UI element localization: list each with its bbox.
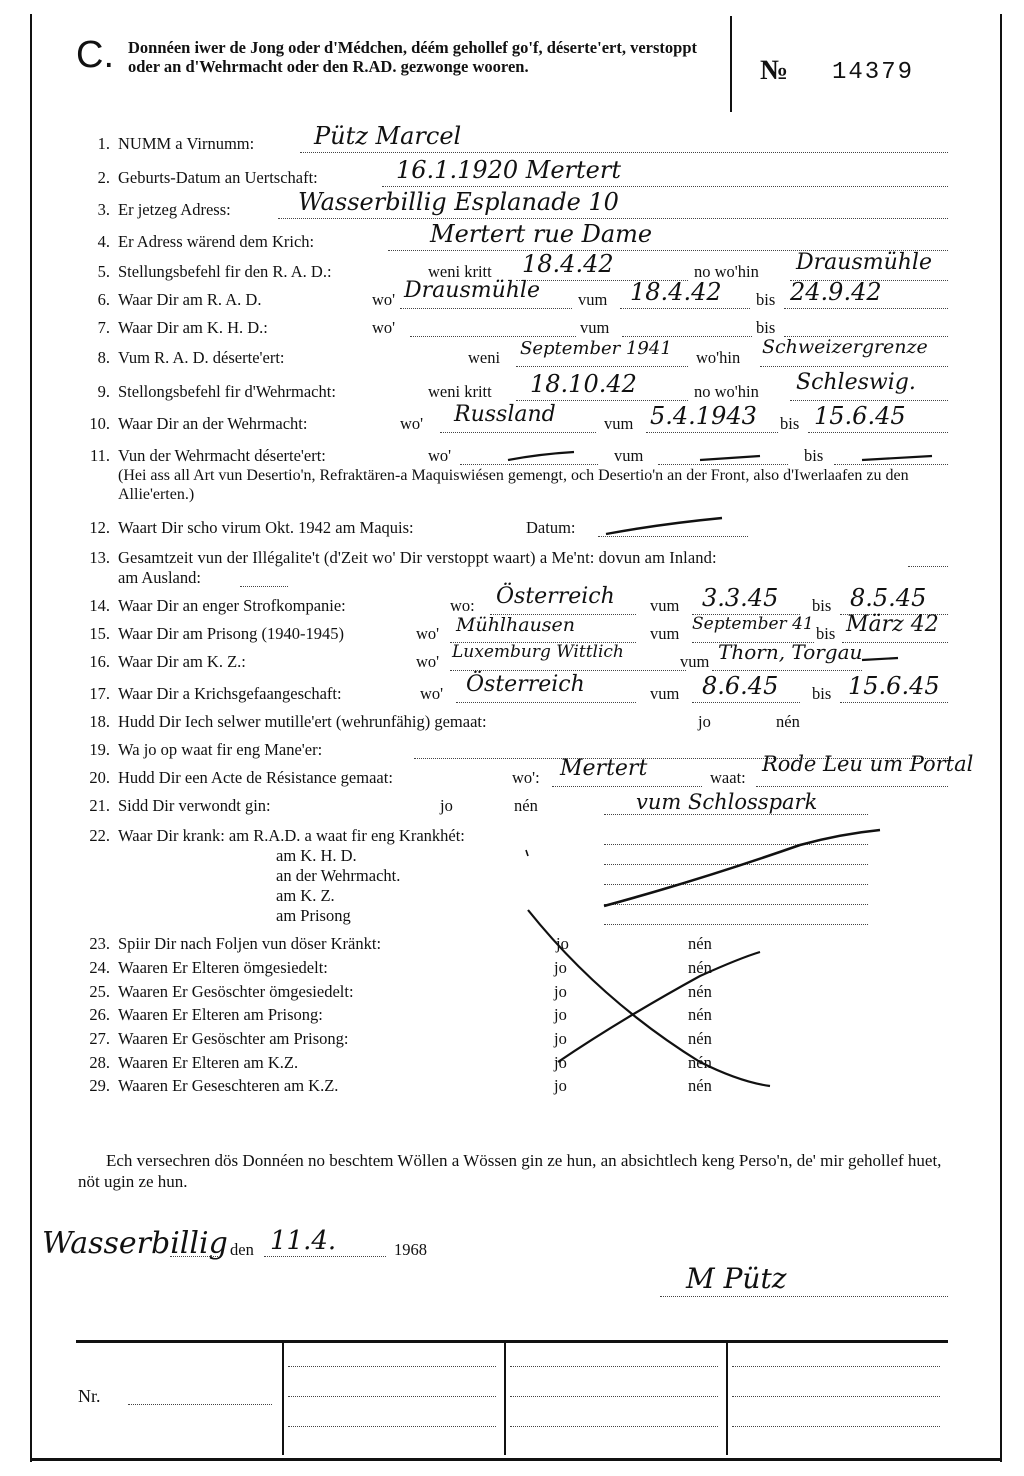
declaration-text: Ech versechren dös Donnéen no beschtem Wöllen a Wössen gin ze hun, an absichtlech keng Perso'n, de' mir gehollef huet, nöt ugin ze hun. (78, 1151, 942, 1191)
field-line (834, 464, 948, 465)
row-number: 17. (89, 684, 110, 703)
option-yes[interactable]: jo (554, 1005, 567, 1024)
number-symbol: № (760, 55, 789, 86)
wohin-label: wo'hin (696, 348, 741, 367)
wo-label: wo' (372, 290, 396, 309)
form-number: 14379 (832, 59, 915, 86)
row-number: 5. (97, 262, 110, 281)
field-line (456, 702, 636, 703)
footer-top-rule (76, 1340, 948, 1343)
option-yes[interactable]: jo (698, 712, 711, 731)
row-number: 9. (97, 382, 110, 401)
row-number: 23. (89, 934, 110, 953)
field-line (264, 1256, 386, 1257)
den-label: den (230, 1240, 254, 1259)
frame-left (30, 14, 32, 1462)
field-line (450, 670, 686, 671)
weni-label: weni (468, 348, 501, 367)
wo-label: wo' (400, 414, 424, 433)
field-line (516, 366, 688, 367)
footer-field-line[interactable] (732, 1366, 940, 1367)
field-line (240, 586, 288, 587)
field-line (170, 1256, 222, 1257)
row-label: Waar Dir am K. H. D.: (118, 318, 268, 337)
row-label: Waart Dir scho virum Okt. 1942 am Maquis: (118, 518, 414, 537)
vum-label: vum (680, 652, 710, 671)
row-number: 11. (89, 446, 110, 465)
frame-right (1000, 14, 1002, 1462)
row-label: Waar Dir krank: am R.A.D. a waat fir eng Krankhét: (118, 826, 465, 845)
row-label: Waaren Er Elteren am Prisong: (118, 1005, 323, 1024)
row-label: Waaren Er Elteren ömgesiedelt: (118, 958, 328, 977)
field-line (908, 566, 948, 567)
option-no[interactable]: nén (688, 958, 712, 977)
row-label: Vun der Wehrmacht déserte'ert: (118, 446, 326, 465)
option-no[interactable]: nén (688, 1053, 712, 1072)
dash-desert-vum (700, 456, 760, 460)
resistance-place[interactable]: Mertert (560, 756, 648, 781)
field-line (840, 702, 948, 703)
row-number: 13. (89, 548, 110, 567)
option-no[interactable]: nén (514, 796, 538, 815)
row-number: 16. (89, 652, 110, 671)
vum-label: vum (650, 596, 680, 615)
desertion-date[interactable]: September 1941 (520, 338, 672, 359)
name-value[interactable]: Pütz Marcel (314, 122, 462, 150)
wo-label: wo: (450, 596, 475, 615)
field-line (712, 670, 862, 671)
wehrmacht-to[interactable]: 15.6.45 (814, 402, 906, 430)
row-number: 6. (97, 290, 110, 309)
field-line (760, 366, 948, 367)
row-label: Waaren Er Geseschteren am K.Z. (118, 1076, 339, 1095)
nr-label: Nr. (78, 1386, 101, 1406)
vum-label: vum (604, 414, 634, 433)
footer-col-1 (282, 1343, 284, 1455)
vum-label: vum (578, 290, 608, 309)
vum-label: vum (650, 624, 680, 643)
pow-from[interactable]: 8.6.45 (702, 672, 779, 700)
field-line (756, 786, 948, 787)
row-number: 1. (97, 134, 110, 153)
footer-field-line[interactable] (510, 1366, 718, 1367)
row-label: Waar Dir am R. A. D. (118, 290, 262, 309)
option-yes[interactable]: jo (554, 982, 567, 1001)
row-label: Waar Dir am Prisong (1940-1945) (118, 624, 344, 643)
field-line (622, 336, 752, 337)
field-line (460, 464, 598, 465)
datum-label: Datum: (526, 518, 576, 537)
nr-field-line[interactable] (128, 1404, 272, 1405)
bis-label: bis (812, 596, 832, 615)
footer-field-line[interactable] (510, 1426, 718, 1427)
row-number: 18. (89, 712, 110, 731)
field-line (552, 786, 702, 787)
row-number: 4. (97, 232, 110, 251)
row-number: 10. (89, 414, 110, 433)
illness-kh-label: am K. H. D. (276, 846, 357, 865)
row-label: Hudd Dir Iech selwer mutille'ert (wehrunfähig) gemaat: (118, 712, 487, 731)
birth-value[interactable]: 16.1.1920 Mertert (396, 156, 621, 184)
resistance-act-continued[interactable]: vum Schlosspark (636, 790, 818, 814)
row-label: NUMM a Virnumm: (118, 134, 255, 153)
option-yes[interactable]: jo (440, 796, 453, 815)
option-yes[interactable]: jo (554, 1076, 567, 1095)
bis-label: bis (756, 318, 776, 337)
row-label: Er Adress wärend dem Krich: (118, 232, 315, 251)
waat-label: waat: (710, 768, 746, 787)
pow-place[interactable]: Österreich (466, 672, 585, 697)
field-line (604, 864, 868, 865)
illness-wehrmacht-label: an der Wehrmacht. (276, 866, 401, 885)
desertion-destination[interactable]: Schweizergrenze (762, 336, 928, 358)
row-number: 22. (89, 826, 110, 845)
row-label: Waaren Er Gesöschter ömgesiedelt: (118, 982, 354, 1001)
field-line (604, 884, 868, 885)
illness-prison-label: am Prisong (276, 906, 351, 925)
dash-kz-bis (862, 658, 898, 660)
strike-illness-tick (526, 850, 528, 856)
row-number: 26. (89, 1005, 110, 1024)
field-line (400, 308, 572, 309)
footer-field-line[interactable] (732, 1396, 940, 1397)
row-number: 8. (97, 348, 110, 367)
dash-desert-bis (862, 456, 932, 460)
row-number: 19. (89, 740, 110, 759)
bis-label: bis (812, 684, 832, 703)
bis-label: bis (756, 290, 776, 309)
dash-desert-wo (508, 452, 574, 460)
illness-kz-label: am K. Z. (276, 886, 335, 905)
field-line (604, 844, 868, 845)
option-yes[interactable]: jo (554, 958, 567, 977)
option-yes[interactable]: jo (556, 934, 569, 953)
signature[interactable]: M Pütz (686, 1262, 787, 1295)
wehrmacht-place[interactable]: Russland (454, 402, 556, 427)
row-number: 21. (89, 796, 110, 815)
field-line (784, 308, 948, 309)
wo-label: wo' (416, 624, 440, 643)
vum-label: vum (580, 318, 610, 337)
option-yes[interactable]: jo (554, 1029, 567, 1048)
pow-to[interactable]: 15.6.45 (848, 672, 940, 700)
row-number: 12. (89, 518, 110, 537)
wehrmacht-order-destination[interactable]: Schleswig. (796, 370, 916, 395)
dash-maquis (606, 518, 722, 534)
row-label: Waaren Er Gesöschter am Prisong: (118, 1029, 349, 1048)
footer-field-line[interactable] (288, 1396, 496, 1397)
signature-date[interactable]: 11.4. (270, 1226, 337, 1256)
row-label: Geburts-Datum an Uertschaft: (118, 168, 318, 187)
rad-from[interactable]: 18.4.42 (630, 278, 722, 306)
option-no[interactable]: nén (688, 1005, 712, 1024)
wehrmacht-order-date[interactable]: 18.10.42 (530, 370, 637, 398)
form-title: Donnéen iwer de Jong oder d'Médchen, déém gehollef go'f, déserte'ert, verstoppt oder an d'Wehrmacht oder den R.AD. gezwonge wooren. (128, 38, 698, 76)
row-number: 3. (97, 200, 110, 219)
wohin-label: no wo'hin (694, 382, 759, 401)
row-label: Wa jo op waat fir eng Mane'er: (118, 740, 323, 759)
field-line (382, 186, 948, 187)
row-label: Hudd Dir een Acte de Résistance gemaat: (118, 768, 393, 787)
option-no[interactable]: nén (688, 934, 712, 953)
penal-company-to[interactable]: 8.5.45 (850, 584, 927, 612)
field-line (604, 904, 868, 905)
strike-illness (604, 830, 880, 906)
field-line (598, 536, 748, 537)
bis-label: bis (804, 446, 824, 465)
row-label: Waar Dir a Krichsgefaangeschaft: (118, 684, 342, 703)
field-line (658, 464, 788, 465)
option-no[interactable]: nén (688, 1076, 712, 1095)
footer-col-3 (726, 1343, 728, 1455)
prison-from[interactable]: September 41 (692, 614, 814, 634)
wo-label: wo': (512, 768, 540, 787)
field-line (604, 924, 868, 925)
row-number: 27. (89, 1029, 110, 1048)
field-line (808, 432, 948, 433)
row-label: Stellongsbefehl fir d'Wehrmacht: (118, 382, 336, 401)
weni-label: weni kritt (428, 382, 492, 401)
resistance-act[interactable]: Rode Leu um Portal (762, 752, 974, 776)
penal-company-from[interactable]: 3.3.45 (702, 584, 779, 612)
wohin-label: no wo'hin (694, 262, 759, 281)
row-number: 25. (89, 982, 110, 1001)
cross-stroke-2 (558, 952, 760, 1062)
row-label: Stellungsbefehl fir den R. A. D.: (118, 262, 332, 281)
prison-place[interactable]: Mühlhausen (456, 614, 576, 636)
wehrmacht-from[interactable]: 5.4.1943 (650, 402, 757, 430)
row-label: Waar Dir an enger Strofkompanie: (118, 596, 346, 615)
signature-place[interactable]: Wasserbillig (42, 1226, 228, 1261)
field-line (410, 336, 576, 337)
prison-to[interactable]: März 42 (846, 612, 939, 637)
field-line (692, 702, 800, 703)
footer-field-line[interactable] (510, 1396, 718, 1397)
option-no[interactable]: nén (688, 1029, 712, 1048)
rad-order-destination[interactable]: Drausmühle (796, 250, 932, 275)
footer-field-line[interactable] (288, 1366, 496, 1367)
desertion-note: (Hei ass all Art vun Desertio'n, Refraktären-a Maquiswiésen gemengt, och Desertio'n an der Front, also d'Iwerlaafen zu den Allie'erten.) (118, 467, 909, 503)
footer-field-line[interactable] (288, 1426, 496, 1427)
row-label: Waar Dir am K. Z.: (118, 652, 246, 671)
wo-label: wo' (372, 318, 396, 337)
row-number: 28. (89, 1053, 110, 1072)
kz-place[interactable]: Luxemburg Wittlich (452, 642, 624, 662)
row-label: Vum R. A. D. déserte'ert: (118, 348, 285, 367)
header-divider (730, 16, 732, 112)
footer-col-2 (504, 1343, 506, 1455)
signature-line (660, 1296, 948, 1297)
rad-order-date[interactable]: 18.4.42 (522, 250, 614, 278)
rad-place[interactable]: Drausmühle (404, 278, 540, 303)
field-line (604, 814, 868, 815)
bis-label: bis (816, 624, 836, 643)
row-number: 24. (89, 958, 110, 977)
wo-label: wo' (420, 684, 444, 703)
rad-to[interactable]: 24.9.42 (790, 278, 882, 306)
row-number: 15. (89, 624, 110, 643)
penal-company-place[interactable]: Österreich (496, 584, 615, 609)
kz-period[interactable]: Thorn, Torgau (718, 640, 863, 664)
vum-label: vum (650, 684, 680, 703)
field-line (790, 400, 948, 401)
row-label: Gesamtzeit vun der Illégalite't (d'Zeit wo' Dir verstoppt waart) a Me'nt: dovun am Inland: (118, 548, 717, 567)
row-label: Waar Dir an der Wehrmacht: (118, 414, 308, 433)
row-number: 7. (97, 318, 110, 337)
wo-label: wo' (416, 652, 440, 671)
footer-field-line[interactable] (732, 1426, 940, 1427)
field-line (440, 432, 596, 433)
field-line (516, 400, 688, 401)
option-no[interactable]: nén (688, 982, 712, 1001)
war-address-value[interactable]: Mertert rue Dame (430, 220, 653, 248)
row-number: 14. (89, 596, 110, 615)
row-label: Er jetzeg Adress: (118, 200, 231, 219)
section-letter: C. (76, 34, 114, 76)
field-line (278, 218, 948, 219)
row-number: 29. (89, 1076, 110, 1095)
bis-label: bis (780, 414, 800, 433)
row-number: 2. (97, 168, 110, 187)
address-value[interactable]: Wasserbillig Esplanade 10 (298, 188, 619, 216)
row-number: 20. (89, 768, 110, 787)
abroad-label: am Ausland: (118, 568, 201, 587)
row-label: Waaren Er Elteren am K.Z. (118, 1053, 299, 1072)
field-line (300, 152, 948, 153)
weni-label: weni kritt (428, 262, 492, 281)
field-line (646, 432, 778, 433)
row-label: Sidd Dir verwondt gin: (118, 796, 271, 815)
vum-label: vum (614, 446, 644, 465)
option-yes[interactable]: jo (554, 1053, 567, 1072)
signature-year: 1968 (394, 1240, 427, 1259)
row-label: Spiir Dir nach Foljen vun döser Kränkt: (118, 934, 382, 953)
wo-label: wo' (428, 446, 452, 465)
option-no[interactable]: nén (776, 712, 800, 731)
frame-bottom (30, 1458, 1002, 1461)
field-line (620, 308, 750, 309)
